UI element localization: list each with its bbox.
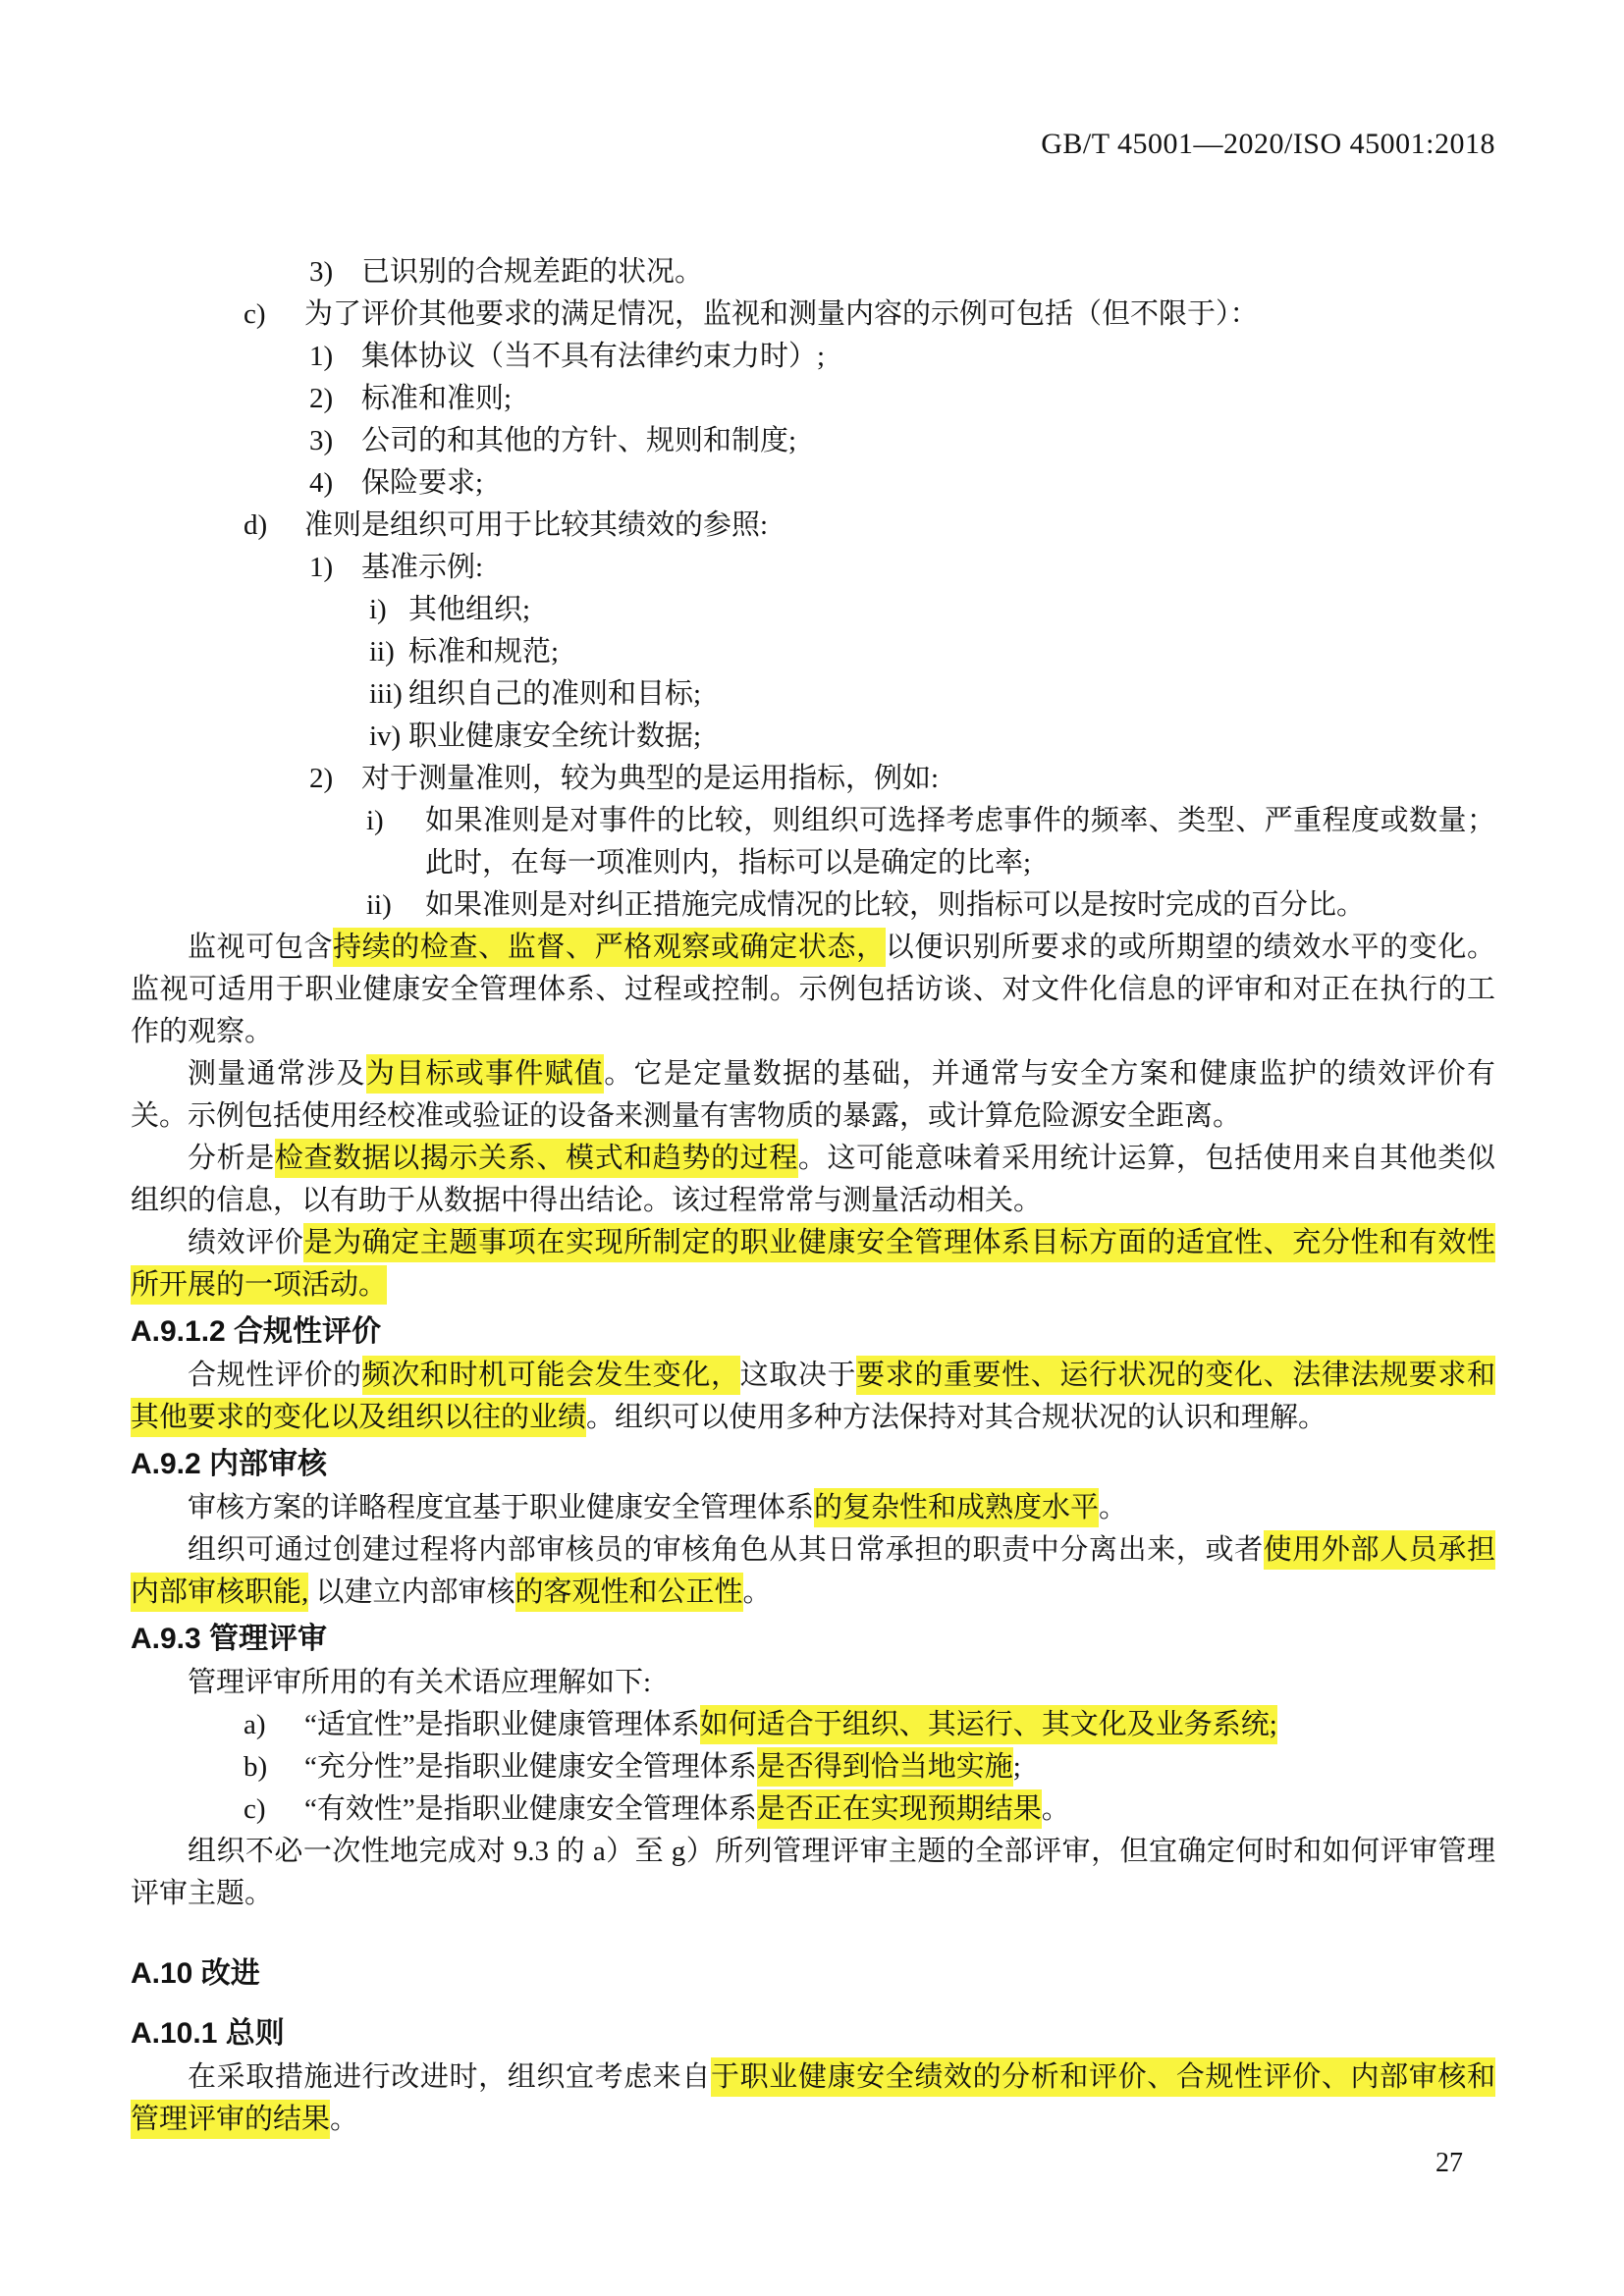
highlighted-text: 使用外部人员承担内部审核职能,: [131, 1530, 1495, 1612]
text-run: 已识别的合规差距的状况。: [361, 256, 704, 288]
paragraph: [131, 1355, 1495, 1439]
section-heading: A.9.1.2 合规性评价: [131, 1315, 382, 1348]
section-heading: A.10.1 总则: [131, 2017, 285, 2050]
text-run: 对于测量准则，较为典型的是运用指标，例如:: [361, 763, 940, 794]
highlighted-text: 检查数据以揭示关系、模式和趋势的过程: [275, 1139, 798, 1178]
list-item: [131, 462, 1495, 505]
list-item: [131, 420, 1495, 462]
paragraph: [131, 1222, 1495, 1307]
list-marker: i): [366, 805, 384, 836]
paragraph: [131, 927, 1495, 1053]
text-run: 以便识别所要求的或所期望的绩效水平的变化。监视可适用于职业健康安全管理体系、过程或控制。示例包括访谈、对文件化信息的评审和对正在执行的工作的观察。: [131, 932, 1495, 1047]
text-run: 绩效评价: [188, 1227, 304, 1258]
highlighted-text: 频次和时机可能会发生变化，: [362, 1356, 740, 1395]
highlighted-text: 是否得到恰当地实施: [757, 1747, 1013, 1787]
paragraph: [131, 1138, 1495, 1222]
list-marker: 3): [309, 425, 334, 456]
list-item: [131, 294, 1495, 336]
text-run: 标准和规范;: [408, 636, 560, 667]
text-run: 。: [1099, 1492, 1128, 1523]
text-run: 管理评审所用的有关术语应理解如下:: [188, 1667, 652, 1698]
list-item: [131, 1789, 1495, 1831]
list-item: [131, 884, 1495, 927]
paragraph: [131, 1831, 1495, 1915]
list-item: [131, 631, 1495, 673]
text-run: 组织自己的准则和目标;: [408, 678, 702, 710]
list-item: [131, 758, 1495, 800]
text-run: “适宜性”是指职业健康管理体系: [304, 1709, 700, 1740]
highlighted-text: 如何适合于组织、其运行、其文化及业务系统;: [700, 1705, 1277, 1744]
highlighted-text: 的客观性和公正性: [515, 1573, 743, 1612]
list-item: [131, 547, 1495, 589]
text-run: “有效性”是指职业健康安全管理体系: [304, 1793, 757, 1825]
text-run: 公司的和其他的方针、规则和制度;: [361, 425, 797, 456]
text-run: 。: [1041, 1793, 1070, 1825]
standard-number-header: GB/T 45001—2020/ISO 45001:2018: [1041, 128, 1495, 160]
highlighted-text: 是为确定主题事项在实现所制定的职业健康安全管理体系目标方面的适宜性、充分性和有效性所开展的一项活动。: [131, 1223, 1495, 1305]
paragraph: [131, 1662, 1495, 1704]
text-run: 为了评价其他要求的满足情况，监视和测量内容的示例可包括（但不限于）：: [304, 298, 1259, 330]
list-marker: iv): [369, 721, 402, 752]
list-marker: 1): [309, 552, 334, 583]
text-run: 如果准则是对纠正措施完成情况的比较，则指标可以是按时完成的百分比。: [425, 889, 1366, 921]
list-marker: ii): [366, 889, 392, 921]
paragraph: [131, 2056, 1495, 2141]
section-heading: A.9.2 内部审核: [131, 1448, 328, 1480]
text-run: 标准和准则;: [361, 383, 513, 414]
list-marker: a): [244, 1709, 266, 1740]
list-item: [131, 716, 1495, 758]
text-run: 。组织可以使用多种方法保持对其合规状况的认识和理解。: [586, 1402, 1327, 1433]
text-run: 。它是定量数据的基础，并通常与安全方案和健康监护的绩效评价有关。示例包括使用经校准或验证的设备来测量有害物质的暴露，或计算危险源安全距离。: [131, 1058, 1495, 1132]
highlighted-text: 持续的检查、监督、严格观察或确定状态，: [333, 928, 886, 967]
section-heading: A.10 改进: [131, 1957, 260, 1990]
text-run: 。: [742, 1576, 772, 1608]
list-item: [131, 505, 1495, 547]
list-item: [131, 336, 1495, 378]
list-marker: 4): [309, 467, 334, 499]
list-item: [131, 673, 1495, 716]
text-run: 监视可包含: [188, 932, 334, 963]
text-run: 合规性评价的: [188, 1360, 362, 1391]
paragraph: [131, 1487, 1495, 1529]
text-run: 这取决于: [739, 1360, 857, 1391]
list-marker: 3): [309, 256, 334, 288]
text-run: 测量通常涉及: [188, 1058, 366, 1090]
text-run: 集体协议（当不具有法律约束力时）;: [361, 341, 826, 372]
highlighted-text: 是否正在实现预期结果: [757, 1789, 1042, 1829]
text-run: 在采取措施进行改进时，组织宜考虑来自: [188, 2061, 712, 2093]
text-run: “充分性”是指职业健康安全管理体系: [304, 1751, 757, 1783]
text-run: 审核方案的详略程度宜基于职业健康安全管理体系: [188, 1492, 815, 1523]
paragraph: [131, 1529, 1495, 1614]
list-item: [131, 800, 1495, 884]
page-number: 27: [1435, 2148, 1463, 2178]
document-body: [131, 251, 1495, 2141]
text-run: 组织可通过创建过程将内部审核员的审核角色从其日常承担的职责中分离出来，或者: [188, 1534, 1264, 1566]
highlighted-text: 的复杂性和成熟度水平: [814, 1488, 1099, 1527]
list-marker: 1): [309, 341, 334, 372]
list-item: [131, 1746, 1495, 1789]
text-run: 组织不必一次性地完成对 9.3 的 a）至 g）所列管理评审主题的全部评审，但宜确定何时和如何评审管理评审主题。: [131, 1836, 1495, 1909]
text-run: 。这可能意味着采用统计运算，包括使用来自其他类似组织的信息，以有助于从数据中得出结论。该过程常常与测量活动相关。: [131, 1143, 1495, 1216]
highlighted-text: 为目标或事件赋值: [366, 1054, 604, 1094]
text-run: 。: [330, 2104, 359, 2135]
list-marker: 2): [309, 763, 334, 794]
text-run: 基准示例:: [361, 552, 484, 583]
highlighted-text: 于职业健康安全绩效的分析和评价、合规性评价、内部审核和管理评审的结果: [131, 2057, 1495, 2139]
text-run: 保险要求;: [361, 467, 484, 499]
text-run: 其他组织;: [408, 594, 531, 625]
list-item: [131, 1704, 1495, 1746]
text-run: 分析是: [188, 1143, 275, 1174]
text-run: 以建立内部审核: [308, 1576, 515, 1608]
list-marker: 2): [309, 383, 334, 414]
list-marker: b): [244, 1751, 268, 1783]
text-run: 准则是组织可用于比较其绩效的参照:: [304, 509, 769, 541]
list-marker: i): [369, 594, 387, 625]
text-run: 职业健康安全统计数据;: [408, 721, 702, 752]
list-marker: iii): [369, 678, 403, 710]
section-heading: A.9.3 管理评审: [131, 1623, 328, 1655]
list-marker: c): [244, 1793, 266, 1825]
list-marker: c): [244, 298, 266, 330]
list-item: [131, 251, 1495, 294]
list-marker: d): [244, 509, 268, 541]
list-marker: ii): [369, 636, 395, 667]
text-run: ;: [1012, 1751, 1021, 1783]
highlighted-text: 要求的重要性、运行状况的变化、法律法规要求和其他要求的变化以及组织以往的业绩: [131, 1356, 1495, 1437]
text-run: 如果准则是对事件的比较，则组织可选择考虑事件的频率、类型、严重程度或数量；此时，在每一项准则内，指标可以是确定的比率;: [425, 805, 1495, 879]
list-item: [131, 378, 1495, 420]
paragraph: [131, 1053, 1495, 1138]
list-item: [131, 589, 1495, 631]
